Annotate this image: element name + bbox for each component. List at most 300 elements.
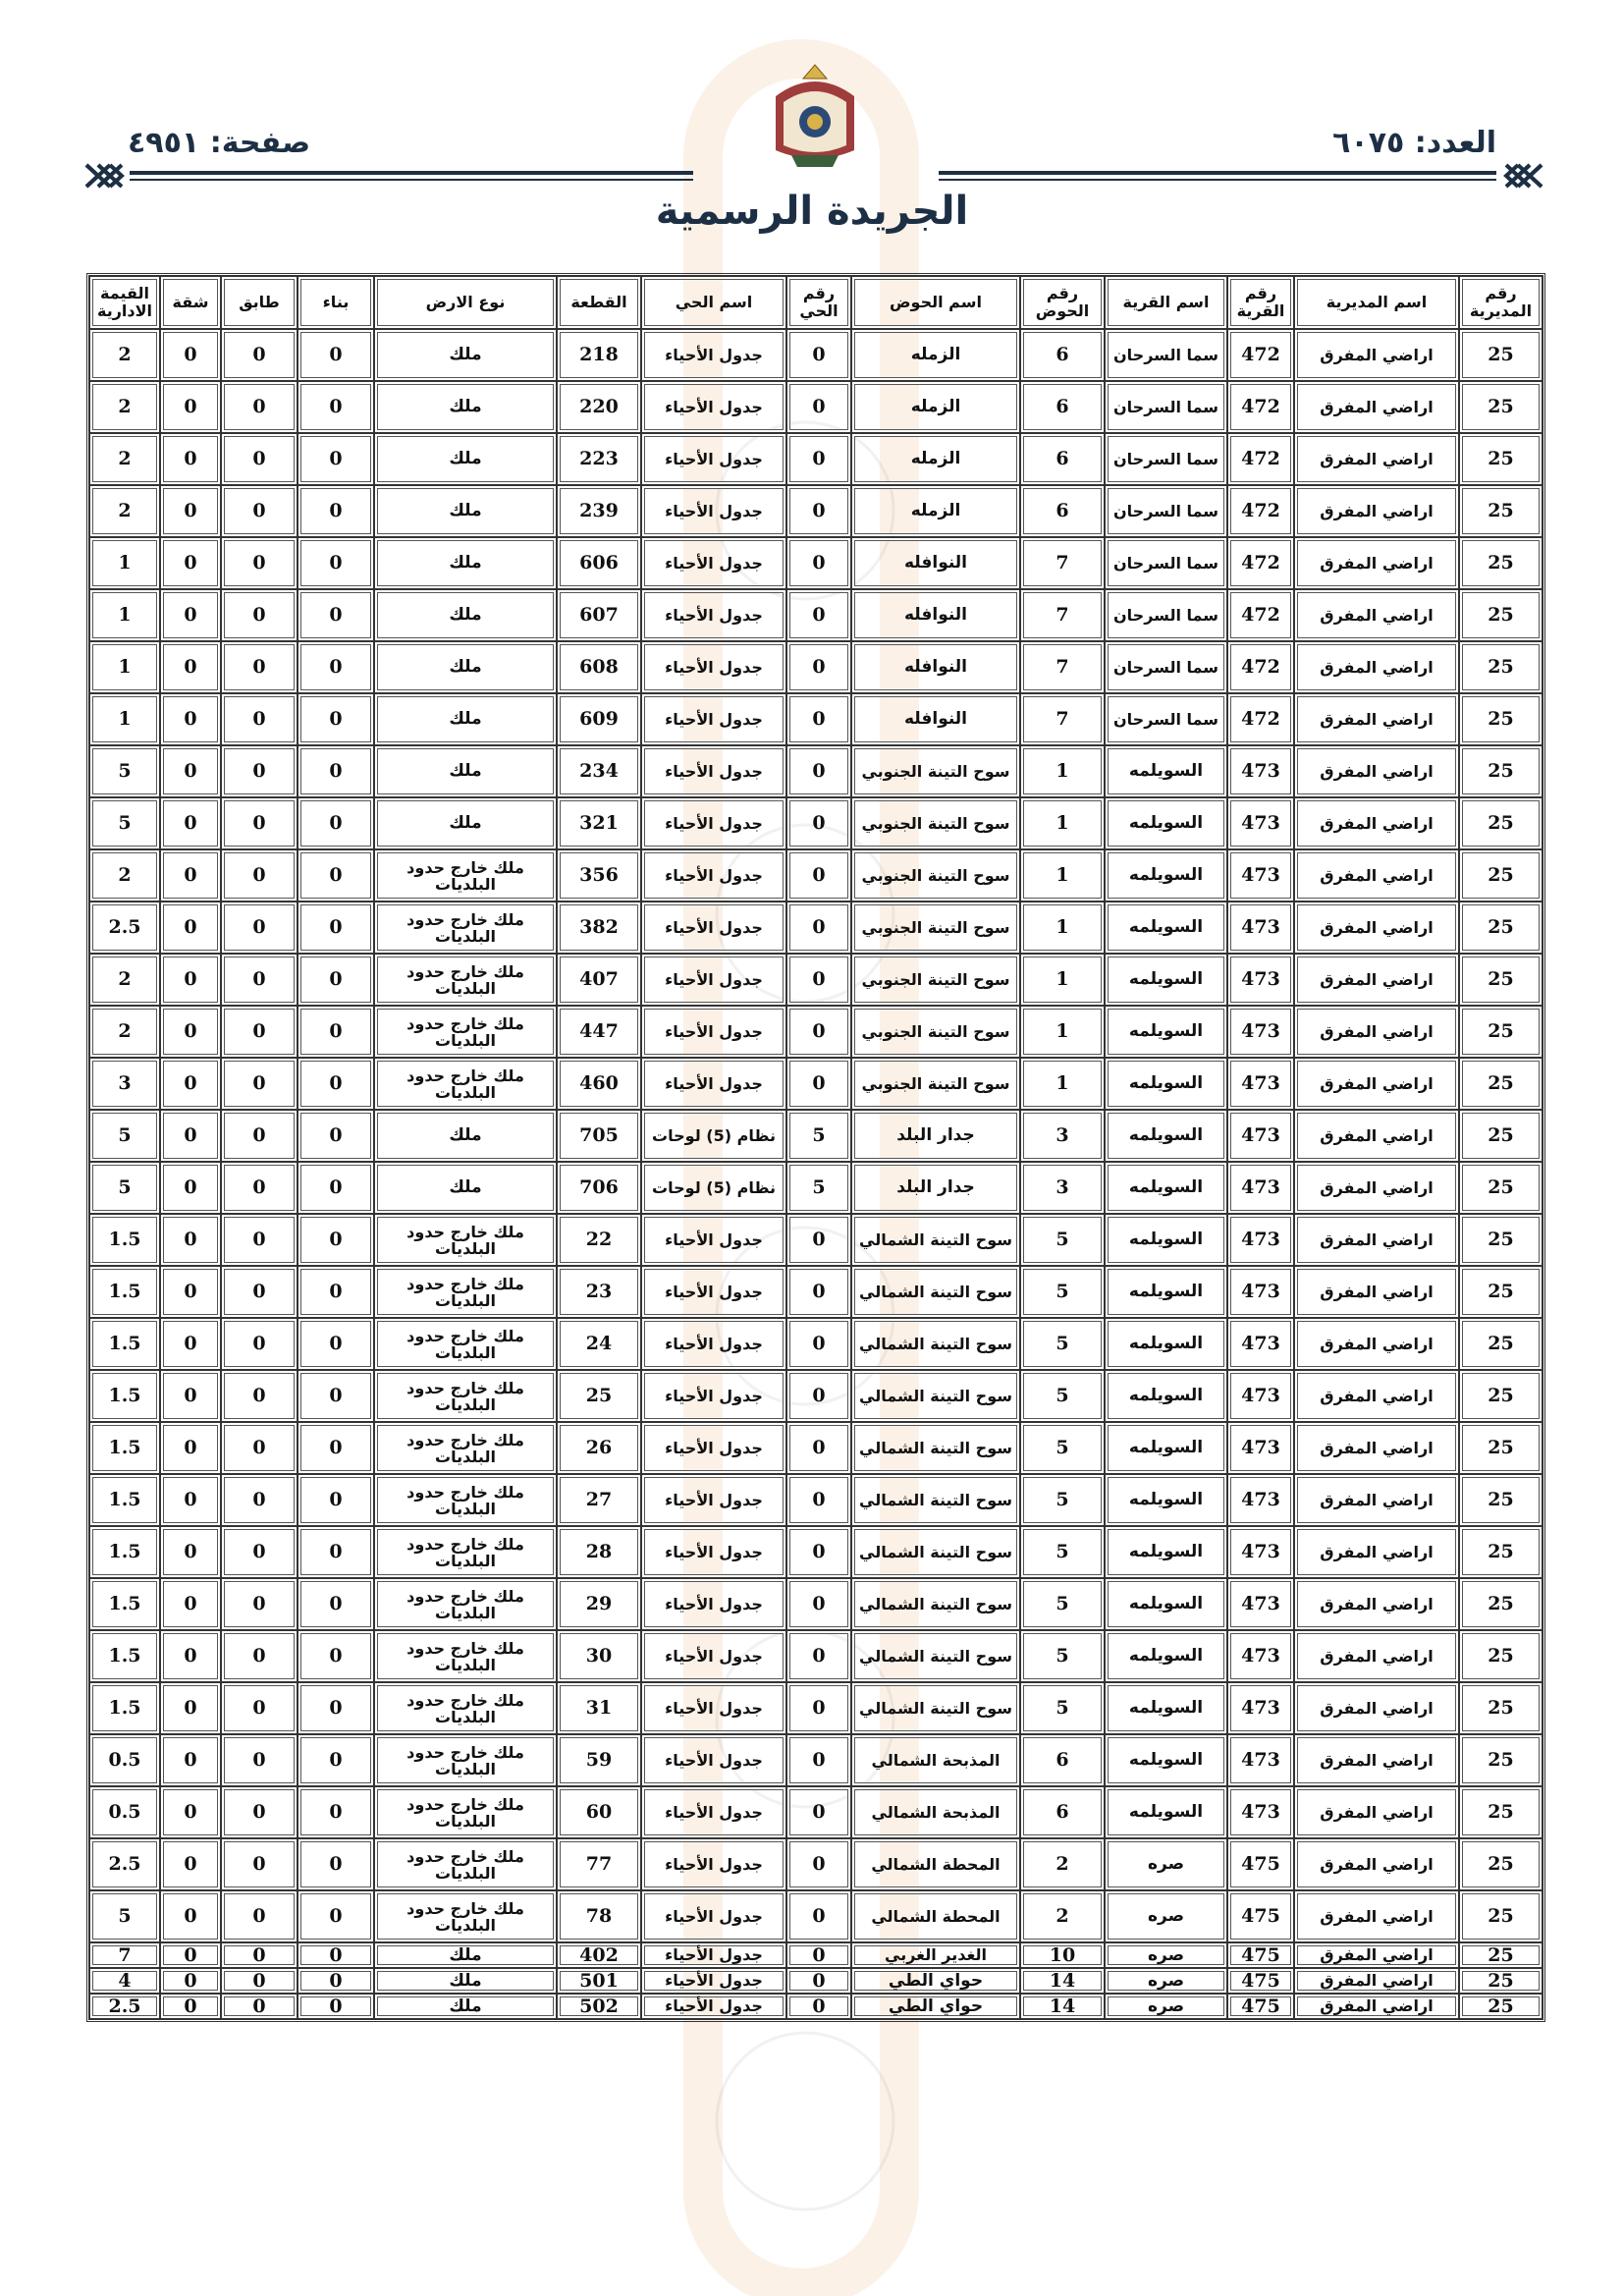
cell-village-no: 472 (1227, 329, 1294, 381)
cell-parcel: 30 (557, 1630, 641, 1682)
cell-land-type: ملك (374, 589, 557, 641)
cell-land-type: ملك خارج حدود البلديات (374, 1786, 557, 1838)
cell-apartment: 0 (160, 954, 221, 1006)
cell-parcel: 28 (557, 1526, 641, 1578)
cell-floor: 0 (221, 1890, 298, 1942)
table-row (89, 902, 1543, 954)
table-row (89, 1630, 1543, 1682)
jordan-coat-of-arms-icon (756, 57, 874, 175)
cell-quarter-no: 0 (786, 1318, 851, 1370)
cell-admin-value: 1 (89, 589, 160, 641)
cell-village-name: صره (1105, 1994, 1227, 2019)
cell-quarter-no: 0 (786, 485, 851, 537)
cell-district-no: 25 (1459, 485, 1543, 537)
cell-district-name: اراضي المفرق (1294, 1006, 1459, 1058)
cell-floor: 0 (221, 589, 298, 641)
cell-parcel: 27 (557, 1474, 641, 1526)
cell-quarter-name: جدول الأحياء (641, 1630, 786, 1682)
cell-village-name: السويلمه (1105, 1214, 1227, 1266)
cell-apartment: 0 (160, 1370, 221, 1422)
cell-village-name: السويلمه (1105, 1630, 1227, 1682)
cell-basin-name: سوح التينة الجنوبي (851, 849, 1020, 902)
cell-floor: 0 (221, 537, 298, 589)
cell-admin-value: 1 (89, 641, 160, 693)
cell-floor: 0 (221, 1162, 298, 1214)
cell-floor: 0 (221, 1110, 298, 1162)
cell-parcel: 77 (557, 1838, 641, 1890)
cell-admin-value: 5 (89, 1162, 160, 1214)
header-rule-right (939, 171, 1496, 181)
column-header-quarter-name: اسم الحي (641, 276, 786, 329)
cell-quarter-no: 0 (786, 849, 851, 902)
cell-land-type: ملك خارج حدود البلديات (374, 1266, 557, 1318)
cell-village-no: 473 (1227, 954, 1294, 1006)
cell-basin-name: سوح التينة الشمالي (851, 1630, 1020, 1682)
cell-village-no: 472 (1227, 589, 1294, 641)
column-header-village-name: اسم القرية (1105, 276, 1227, 329)
cell-village-no: 473 (1227, 1786, 1294, 1838)
cell-apartment: 0 (160, 1110, 221, 1162)
gazette-title: الجريدة الرسمية (655, 189, 969, 234)
cell-quarter-no: 0 (786, 1058, 851, 1110)
cell-building: 0 (298, 329, 374, 381)
cell-quarter-no: 0 (786, 381, 851, 433)
cell-quarter-no: 0 (786, 1630, 851, 1682)
cell-building: 0 (298, 1994, 374, 2019)
cell-quarter-no: 0 (786, 954, 851, 1006)
cell-quarter-no: 0 (786, 1370, 851, 1422)
cell-basin-name: سوح التينة الشمالي (851, 1266, 1020, 1318)
cell-parcel: 29 (557, 1578, 641, 1630)
cell-land-type: ملك (374, 1162, 557, 1214)
cell-apartment: 0 (160, 589, 221, 641)
table-row (89, 1162, 1543, 1214)
cell-district-no: 25 (1459, 693, 1543, 745)
cell-district-name: اراضي المفرق (1294, 537, 1459, 589)
cell-village-name: السويلمه (1105, 1370, 1227, 1422)
cell-village-name: السويلمه (1105, 1526, 1227, 1578)
cell-admin-value: 2.5 (89, 902, 160, 954)
cell-quarter-name: جدول الأحياء (641, 1838, 786, 1890)
cell-floor: 0 (221, 1474, 298, 1526)
cell-village-name: السويلمه (1105, 1006, 1227, 1058)
table-row (89, 433, 1543, 485)
cell-quarter-no: 0 (786, 1734, 851, 1786)
cell-quarter-name: جدول الأحياء (641, 797, 786, 849)
cell-quarter-no: 0 (786, 1474, 851, 1526)
cell-apartment: 0 (160, 1006, 221, 1058)
cell-building: 0 (298, 381, 374, 433)
cell-district-name: اراضي المفرق (1294, 1890, 1459, 1942)
cell-village-name: سما السرحان (1105, 433, 1227, 485)
cell-district-no: 25 (1459, 1578, 1543, 1630)
cell-district-no: 25 (1459, 1162, 1543, 1214)
cell-village-no: 473 (1227, 1578, 1294, 1630)
cell-floor: 0 (221, 1526, 298, 1578)
cell-district-no: 25 (1459, 1526, 1543, 1578)
cell-land-type: ملك (374, 693, 557, 745)
cell-basin-name: المذبحة الشمالي (851, 1734, 1020, 1786)
cell-land-type: ملك خارج حدود البلديات (374, 1058, 557, 1110)
cell-district-no: 25 (1459, 433, 1543, 485)
cell-admin-value: 1 (89, 693, 160, 745)
cell-parcel: 321 (557, 797, 641, 849)
cell-building: 0 (298, 1474, 374, 1526)
cell-basin-name: سوح التينة الجنوبي (851, 797, 1020, 849)
cell-land-type: ملك خارج حدود البلديات (374, 1682, 557, 1734)
cell-district-no: 25 (1459, 1942, 1543, 1968)
cell-basin-name: المذبحة الشمالي (851, 1786, 1020, 1838)
cell-basin-name: المحطة الشمالي (851, 1890, 1020, 1942)
table-row (89, 1058, 1543, 1110)
cell-basin-name: سوح التينة الشمالي (851, 1682, 1020, 1734)
cell-floor: 0 (221, 1006, 298, 1058)
cell-quarter-no: 0 (786, 1578, 851, 1630)
cell-district-no: 25 (1459, 902, 1543, 954)
cell-village-name: سما السرحان (1105, 641, 1227, 693)
cell-village-no: 475 (1227, 1838, 1294, 1890)
cell-land-type: ملك (374, 485, 557, 537)
column-header-land-type: نوع الارض (374, 276, 557, 329)
cell-apartment: 0 (160, 1942, 221, 1968)
column-header-quarter-no: رقم الحي (786, 276, 851, 329)
cell-parcel: 26 (557, 1422, 641, 1474)
cell-basin-name: سوح التينة الشمالي (851, 1214, 1020, 1266)
cell-quarter-name: جدول الأحياء (641, 1318, 786, 1370)
cell-building: 0 (298, 849, 374, 902)
cell-apartment: 0 (160, 745, 221, 797)
land-register-table (86, 273, 1545, 2022)
cell-district-name: اراضي المفرق (1294, 849, 1459, 902)
cell-basin-no: 5 (1020, 1422, 1105, 1474)
cell-village-name: السويلمه (1105, 745, 1227, 797)
cell-district-name: اراضي المفرق (1294, 745, 1459, 797)
cell-district-name: اراضي المفرق (1294, 1578, 1459, 1630)
cell-admin-value: 1.5 (89, 1474, 160, 1526)
column-header-apartment: شقة (160, 276, 221, 329)
cell-village-no: 473 (1227, 1630, 1294, 1682)
cell-parcel: 705 (557, 1110, 641, 1162)
cell-village-no: 472 (1227, 537, 1294, 589)
cell-basin-no: 1 (1020, 849, 1105, 902)
cell-basin-name: الزمله (851, 485, 1020, 537)
cell-apartment: 0 (160, 849, 221, 902)
cell-quarter-no: 0 (786, 745, 851, 797)
cell-village-no: 473 (1227, 1006, 1294, 1058)
cell-floor: 0 (221, 1370, 298, 1422)
cell-district-name: اراضي المفرق (1294, 1422, 1459, 1474)
table-row (89, 1214, 1543, 1266)
cell-building: 0 (298, 1266, 374, 1318)
cell-district-no: 25 (1459, 1370, 1543, 1422)
cell-floor: 0 (221, 1422, 298, 1474)
cell-floor: 0 (221, 745, 298, 797)
cell-quarter-name: جدول الأحياء (641, 1968, 786, 1994)
cell-apartment: 0 (160, 1734, 221, 1786)
cell-village-no: 475 (1227, 1890, 1294, 1942)
cell-building: 0 (298, 954, 374, 1006)
cell-district-name: اراضي المفرق (1294, 1994, 1459, 2019)
cell-parcel: 24 (557, 1318, 641, 1370)
cell-admin-value: 2 (89, 1006, 160, 1058)
cell-quarter-name: نظام (5) لوحات (641, 1110, 786, 1162)
cell-village-no: 473 (1227, 1474, 1294, 1526)
cell-apartment: 0 (160, 1266, 221, 1318)
table-header-row (89, 276, 1543, 329)
cell-building: 0 (298, 1578, 374, 1630)
cell-land-type: ملك (374, 433, 557, 485)
cell-building: 0 (298, 1162, 374, 1214)
cell-district-no: 25 (1459, 1968, 1543, 1994)
cell-district-name: اراضي المفرق (1294, 381, 1459, 433)
cell-district-no: 25 (1459, 1058, 1543, 1110)
cell-apartment: 0 (160, 1526, 221, 1578)
cell-village-name: السويلمه (1105, 902, 1227, 954)
cell-parcel: 407 (557, 954, 641, 1006)
cell-quarter-no: 0 (786, 1214, 851, 1266)
cell-admin-value: 5 (89, 745, 160, 797)
table-row (89, 1578, 1543, 1630)
cell-village-no: 473 (1227, 849, 1294, 902)
cell-village-name: السويلمه (1105, 1682, 1227, 1734)
cell-building: 0 (298, 797, 374, 849)
cell-basin-name: الزمله (851, 433, 1020, 485)
cell-basin-no: 5 (1020, 1526, 1105, 1578)
cell-parcel: 356 (557, 849, 641, 902)
cell-apartment: 0 (160, 1474, 221, 1526)
cell-village-no: 473 (1227, 1266, 1294, 1318)
column-header-village-no: رقم القرية (1227, 276, 1294, 329)
cell-building: 0 (298, 1786, 374, 1838)
cell-parcel: 218 (557, 329, 641, 381)
cell-basin-name: سوح التينة الشمالي (851, 1578, 1020, 1630)
cell-apartment: 0 (160, 1630, 221, 1682)
cell-basin-no: 6 (1020, 381, 1105, 433)
cell-basin-no: 1 (1020, 745, 1105, 797)
cell-village-no: 473 (1227, 1162, 1294, 1214)
cell-land-type: ملك (374, 1110, 557, 1162)
cell-land-type: ملك خارج حدود البلديات (374, 849, 557, 902)
cell-quarter-name: جدول الأحياء (641, 1942, 786, 1968)
cell-village-no: 473 (1227, 1214, 1294, 1266)
cell-village-name: صره (1105, 1968, 1227, 1994)
column-header-building: بناء (298, 276, 374, 329)
cell-building: 0 (298, 902, 374, 954)
cell-basin-name: الغدير الغربي (851, 1942, 1020, 1968)
cell-quarter-name: جدول الأحياء (641, 1682, 786, 1734)
cell-parcel: 502 (557, 1994, 641, 2019)
cell-admin-value: 4 (89, 1968, 160, 1994)
cell-floor: 0 (221, 954, 298, 1006)
table-row (89, 1994, 1543, 2019)
cell-apartment: 0 (160, 1786, 221, 1838)
cell-building: 0 (298, 1890, 374, 1942)
table-row (89, 1786, 1543, 1838)
cell-parcel: 22 (557, 1214, 641, 1266)
cell-village-no: 475 (1227, 1942, 1294, 1968)
cell-basin-no: 7 (1020, 641, 1105, 693)
cell-basin-name: سوح التينة الجنوبي (851, 902, 1020, 954)
cell-building: 0 (298, 641, 374, 693)
cell-quarter-no: 0 (786, 1266, 851, 1318)
cell-land-type: ملك (374, 381, 557, 433)
cell-admin-value: 3 (89, 1058, 160, 1110)
cell-floor: 0 (221, 849, 298, 902)
cell-district-no: 25 (1459, 589, 1543, 641)
cell-land-type: ملك (374, 329, 557, 381)
cell-building: 0 (298, 1058, 374, 1110)
cell-floor: 0 (221, 1318, 298, 1370)
cell-basin-no: 6 (1020, 485, 1105, 537)
cell-floor: 0 (221, 1266, 298, 1318)
cell-admin-value: 2 (89, 954, 160, 1006)
table-row (89, 1968, 1543, 1994)
cell-quarter-name: جدول الأحياء (641, 1994, 786, 2019)
cell-quarter-name: جدول الأحياء (641, 1786, 786, 1838)
table-row (89, 797, 1543, 849)
cell-village-name: صره (1105, 1838, 1227, 1890)
cell-district-no: 25 (1459, 1110, 1543, 1162)
cell-floor: 0 (221, 1058, 298, 1110)
column-header-basin-no: رقم الحوض (1020, 276, 1105, 329)
cell-building: 0 (298, 537, 374, 589)
cell-admin-value: 0.5 (89, 1734, 160, 1786)
cell-basin-no: 2 (1020, 1838, 1105, 1890)
cell-village-name: سما السرحان (1105, 589, 1227, 641)
cell-district-name: اراضي المفرق (1294, 1214, 1459, 1266)
cell-district-name: اراضي المفرق (1294, 954, 1459, 1006)
cell-village-name: صره (1105, 1890, 1227, 1942)
cell-basin-name: الزمله (851, 329, 1020, 381)
cell-building: 0 (298, 1630, 374, 1682)
cell-land-type: ملك خارج حدود البلديات (374, 1578, 557, 1630)
cell-apartment: 0 (160, 381, 221, 433)
cell-parcel: 608 (557, 641, 641, 693)
cell-floor: 0 (221, 1734, 298, 1786)
cell-quarter-no: 0 (786, 1422, 851, 1474)
cell-district-name: اراضي المفرق (1294, 1526, 1459, 1578)
cell-building: 0 (298, 1422, 374, 1474)
table-row (89, 1006, 1543, 1058)
cell-district-no: 25 (1459, 1734, 1543, 1786)
table-row (89, 641, 1543, 693)
cell-quarter-name: جدول الأحياء (641, 1214, 786, 1266)
cell-land-type: ملك (374, 641, 557, 693)
column-header-district-no: رقم المديرية (1459, 276, 1543, 329)
cell-parcel: 60 (557, 1786, 641, 1838)
cell-basin-no: 2 (1020, 1890, 1105, 1942)
cell-basin-no: 5 (1020, 1630, 1105, 1682)
cell-apartment: 0 (160, 693, 221, 745)
cell-village-no: 472 (1227, 693, 1294, 745)
cell-admin-value: 1.5 (89, 1578, 160, 1630)
cell-quarter-no: 0 (786, 1968, 851, 1994)
cell-admin-value: 1.5 (89, 1422, 160, 1474)
cell-land-type: ملك خارج حدود البلديات (374, 1526, 557, 1578)
cell-quarter-name: جدول الأحياء (641, 1890, 786, 1942)
cell-village-no: 473 (1227, 1318, 1294, 1370)
table-row (89, 1370, 1543, 1422)
cell-floor: 0 (221, 1838, 298, 1890)
cell-village-no: 473 (1227, 797, 1294, 849)
cell-basin-no: 5 (1020, 1578, 1105, 1630)
cell-parcel: 31 (557, 1682, 641, 1734)
cell-land-type: ملك خارج حدود البلديات (374, 1890, 557, 1942)
cell-parcel: 239 (557, 485, 641, 537)
column-header-basin-name: اسم الحوض (851, 276, 1020, 329)
cell-apartment: 0 (160, 1838, 221, 1890)
cell-apartment: 0 (160, 1890, 221, 1942)
cell-quarter-no: 0 (786, 537, 851, 589)
cell-admin-value: 1.5 (89, 1682, 160, 1734)
cell-floor: 0 (221, 1994, 298, 2019)
cell-admin-value: 2.5 (89, 1994, 160, 2019)
cell-district-name: اراضي المفرق (1294, 1162, 1459, 1214)
table-row (89, 1942, 1543, 1968)
cell-admin-value: 0.5 (89, 1786, 160, 1838)
cell-admin-value: 1.5 (89, 1214, 160, 1266)
cell-basin-no: 5 (1020, 1682, 1105, 1734)
cell-apartment: 0 (160, 1682, 221, 1734)
cell-quarter-name: جدول الأحياء (641, 381, 786, 433)
cell-apartment: 0 (160, 485, 221, 537)
cell-village-name: صره (1105, 1942, 1227, 1968)
cell-parcel: 25 (557, 1370, 641, 1422)
table-row (89, 1266, 1543, 1318)
cell-quarter-no: 0 (786, 329, 851, 381)
cell-floor: 0 (221, 381, 298, 433)
cell-district-no: 25 (1459, 1318, 1543, 1370)
cell-apartment: 0 (160, 1162, 221, 1214)
cell-village-no: 473 (1227, 1422, 1294, 1474)
cell-village-no: 473 (1227, 1734, 1294, 1786)
cell-building: 0 (298, 589, 374, 641)
cell-village-name: السويلمه (1105, 1318, 1227, 1370)
cell-district-name: اراضي المفرق (1294, 485, 1459, 537)
cell-basin-no: 6 (1020, 1734, 1105, 1786)
cell-quarter-no: 0 (786, 1942, 851, 1968)
cell-quarter-no: 0 (786, 1890, 851, 1942)
column-header-parcel: القطعة (557, 276, 641, 329)
cell-floor: 0 (221, 1578, 298, 1630)
cell-apartment: 0 (160, 641, 221, 693)
cell-quarter-name: جدول الأحياء (641, 641, 786, 693)
cell-village-name: سما السرحان (1105, 485, 1227, 537)
cell-land-type: ملك خارج حدود البلديات (374, 1630, 557, 1682)
cell-quarter-no: 0 (786, 1838, 851, 1890)
cell-floor: 0 (221, 1214, 298, 1266)
cell-village-name: السويلمه (1105, 1162, 1227, 1214)
cell-apartment: 0 (160, 902, 221, 954)
cell-building: 0 (298, 1214, 374, 1266)
cell-basin-no: 5 (1020, 1474, 1105, 1526)
cell-apartment: 0 (160, 1968, 221, 1994)
cell-district-name: اراضي المفرق (1294, 1370, 1459, 1422)
cell-district-name: اراضي المفرق (1294, 1110, 1459, 1162)
cell-floor: 0 (221, 485, 298, 537)
cell-quarter-name: جدول الأحياء (641, 954, 786, 1006)
cell-floor: 0 (221, 902, 298, 954)
cell-quarter-name: جدول الأحياء (641, 1526, 786, 1578)
issue-number: العدد: ٦٠٧٥ (1332, 126, 1496, 160)
column-header-floor: طابق (221, 276, 298, 329)
cell-village-name: السويلمه (1105, 1578, 1227, 1630)
cell-quarter-name: نظام (5) لوحات (641, 1162, 786, 1214)
table-row (89, 329, 1543, 381)
cell-village-no: 473 (1227, 1110, 1294, 1162)
cell-parcel: 23 (557, 1266, 641, 1318)
cell-floor: 0 (221, 641, 298, 693)
